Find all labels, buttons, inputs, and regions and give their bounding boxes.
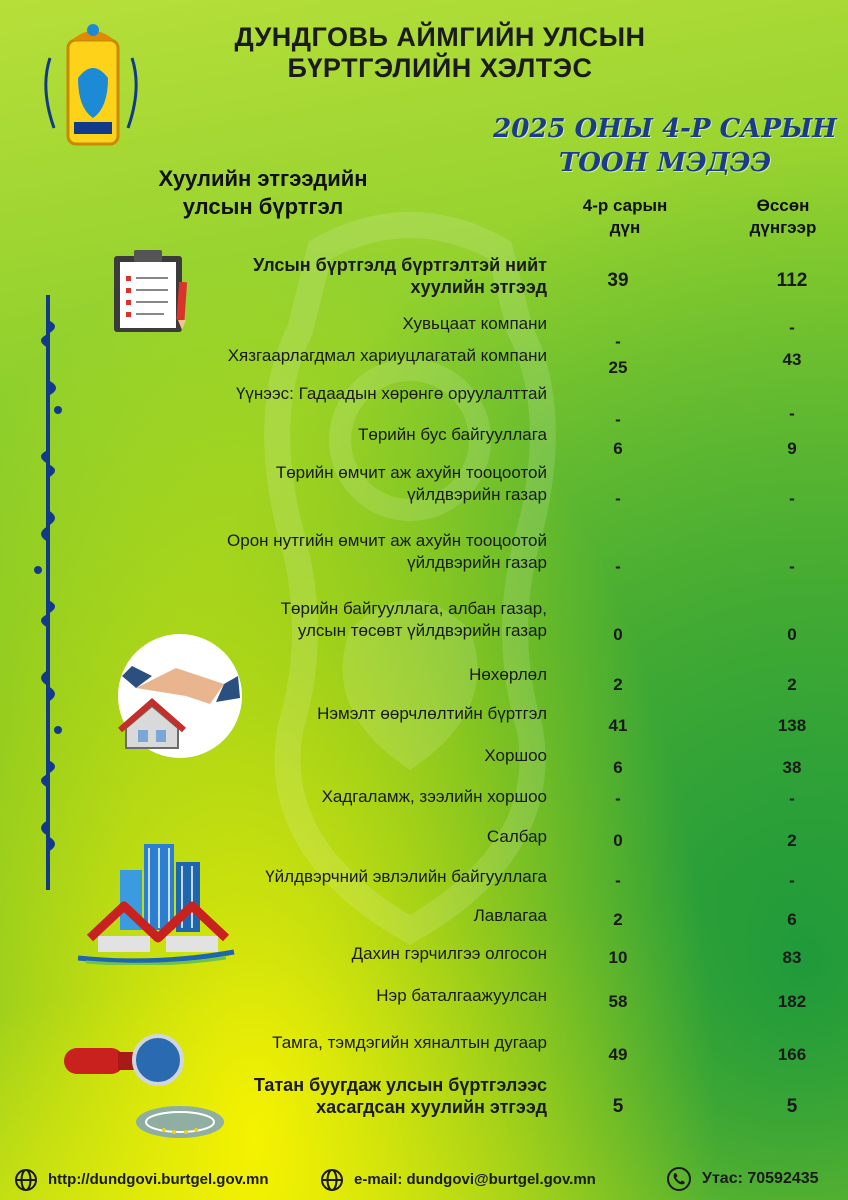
row-value-cumulative: 5 <box>786 1096 798 1117</box>
section-title-line2: улсын бүртгэл <box>182 194 344 219</box>
row-label-line1: Татан буугдаж улсын бүртгэлээс <box>253 1075 547 1095</box>
row-label <box>97 943 547 965</box>
section-title-line1: Хуулийн этгээдийн <box>158 166 368 191</box>
row-label-line1: Улсын бүртгэлд бүртгэлтэй нийт <box>253 255 547 275</box>
phone-icon <box>666 1166 692 1192</box>
row-value-month: 10 <box>608 948 628 967</box>
row-label <box>97 745 547 767</box>
row-label <box>97 345 547 367</box>
column-header-cumulative <box>708 195 848 239</box>
row-value-month: 58 <box>608 992 628 1011</box>
row-label-line1: Төрийн бус байгууллага <box>358 425 547 444</box>
row-label-line1: Тамга, тэмдэгийн хяналтын дугаар <box>272 1033 547 1052</box>
row-label-line1: Төрийн байгууллага, албан газар, <box>280 599 547 618</box>
row-label <box>97 786 547 808</box>
row-label-line2: үйлдвэрийн газар <box>407 485 547 504</box>
column-header-cumulative-line2: дүнгээр <box>749 218 817 237</box>
row-label <box>97 598 547 642</box>
row-label <box>97 530 547 574</box>
row-value-month: - <box>615 489 621 508</box>
row-value-cumulative: 2 <box>787 831 797 850</box>
row-label <box>97 826 547 848</box>
footer-phone[interactable] <box>666 1166 819 1192</box>
row-label-line1: Лавлагаа <box>473 906 547 925</box>
row-label <box>97 1032 547 1054</box>
row-value-cumulative: 0 <box>787 625 797 644</box>
row-label <box>97 1074 547 1118</box>
report-title <box>470 112 848 180</box>
globe-icon <box>14 1168 38 1192</box>
footer-website-text: http://dundgovi.burtgel.gov.mn <box>48 1170 269 1188</box>
row-value-month: 41 <box>608 716 628 735</box>
row-label <box>97 905 547 927</box>
row-value-month: 39 <box>607 270 629 291</box>
row-value-month: 2 <box>613 675 623 694</box>
row-value-month: 0 <box>613 831 623 850</box>
row-label-line1: Хязгаарлагдмал хариуцлагатай компани <box>227 346 547 365</box>
row-value-cumulative: - <box>789 489 795 508</box>
row-label <box>97 313 547 335</box>
column-header-cumulative-line1: Өссөн <box>756 196 810 215</box>
page-header <box>180 22 700 84</box>
row-label-line1: Нэр баталгаажуулсан <box>376 986 547 1005</box>
row-label-line1: Орон нутгийн өмчит аж ахуйн тооцоотой <box>227 531 547 550</box>
row-value-cumulative: - <box>789 557 795 576</box>
row-value-month: - <box>615 871 621 890</box>
row-value-cumulative: 43 <box>782 350 802 369</box>
footer-email[interactable] <box>320 1168 596 1192</box>
row-value-cumulative: 9 <box>787 439 797 458</box>
row-label-line1: Хоршоо <box>484 746 547 765</box>
row-label <box>97 985 547 1007</box>
column-header-month-line2: дүн <box>609 218 641 237</box>
globe-icon <box>320 1168 344 1192</box>
row-label <box>97 703 547 725</box>
footer-email-text: e-mail: dundgovi@burtgel.gov.mn <box>354 1170 596 1188</box>
row-value-month: 0 <box>613 625 623 644</box>
row-label-line1: Үүнээс: Гадаадын хөрөнгө оруулалттай <box>235 384 547 403</box>
report-title-line2: ТООН МЭДЭЭ <box>558 148 772 178</box>
row-label-line2: хуулийн этгээд <box>410 277 547 297</box>
row-label-line1: Дахин гэрчилгээ олгосон <box>351 944 547 963</box>
row-value-month: 49 <box>608 1045 628 1064</box>
row-label <box>97 866 547 888</box>
row-value-month: - <box>615 557 621 576</box>
footer-website[interactable] <box>14 1168 269 1192</box>
footer-phone-text: Утас: 70592435 <box>702 1170 819 1188</box>
row-label-line1: Хувьцаат компани <box>402 314 547 333</box>
row-value-month: 6 <box>613 758 623 777</box>
handshake-house-icon <box>116 632 244 760</box>
row-label-line1: Нэмэлт өөрчлөлтийн бүртгэл <box>317 704 547 723</box>
row-label <box>97 462 547 506</box>
row-value-month: 2 <box>613 910 623 929</box>
row-value-cumulative: 2 <box>787 675 797 694</box>
row-value-cumulative: 166 <box>777 1045 807 1064</box>
row-value-month: 6 <box>613 439 623 458</box>
header-title-line2: БҮРТГЭЛИЙН ХЭЛТЭС <box>287 53 593 83</box>
row-value-month: - <box>615 410 621 429</box>
row-value-month: - <box>615 332 621 351</box>
logo-emblem <box>20 18 160 153</box>
row-value-cumulative: 138 <box>777 716 807 735</box>
row-value-cumulative: 83 <box>782 948 802 967</box>
row-label-line1: Үйлдвэрчний эвлэлийн байгууллага <box>265 867 547 886</box>
row-label-line1: Төрийн өмчит аж ахуйн тооцоотой <box>275 463 547 482</box>
row-label <box>97 383 547 405</box>
row-value-month: 5 <box>612 1096 624 1117</box>
section-title <box>118 165 408 221</box>
row-value-cumulative: 112 <box>776 270 808 291</box>
row-value-cumulative: - <box>789 871 795 890</box>
row-label-line1: Хадгаламж, зээлийн хоршоо <box>321 787 547 806</box>
row-label-line1: Салбар <box>486 827 547 846</box>
row-label-line2: үйлдвэрийн газар <box>407 553 547 572</box>
row-value-cumulative: 182 <box>777 992 807 1011</box>
row-value-month: 25 <box>608 358 628 377</box>
row-value-cumulative: - <box>789 318 795 337</box>
column-header-month <box>550 195 700 239</box>
row-label-line2: улсын төсөвт үйлдвэрийн газар <box>297 621 547 640</box>
row-value-cumulative: 38 <box>782 758 802 777</box>
column-header-month-line1: 4-р сарын <box>582 196 668 215</box>
report-title-line1: 2025 ОНЫ 4-Р САРЫН <box>493 114 837 144</box>
row-value-month: - <box>615 789 621 808</box>
row-label-line2: хасагдсан хуулийн этгээд <box>316 1097 547 1117</box>
row-label <box>97 254 547 298</box>
header-title-line1: ДУНДГОВЬ АЙМГИЙН УЛСЫН <box>234 22 646 52</box>
row-label-line1: Нөхөрлөл <box>469 665 547 684</box>
mongolian-script-decoration-icon <box>28 290 68 900</box>
row-label <box>97 664 547 686</box>
row-value-cumulative: 6 <box>787 910 797 929</box>
row-value-cumulative: - <box>789 789 795 808</box>
row-label <box>97 424 547 446</box>
row-value-cumulative: - <box>789 404 795 423</box>
